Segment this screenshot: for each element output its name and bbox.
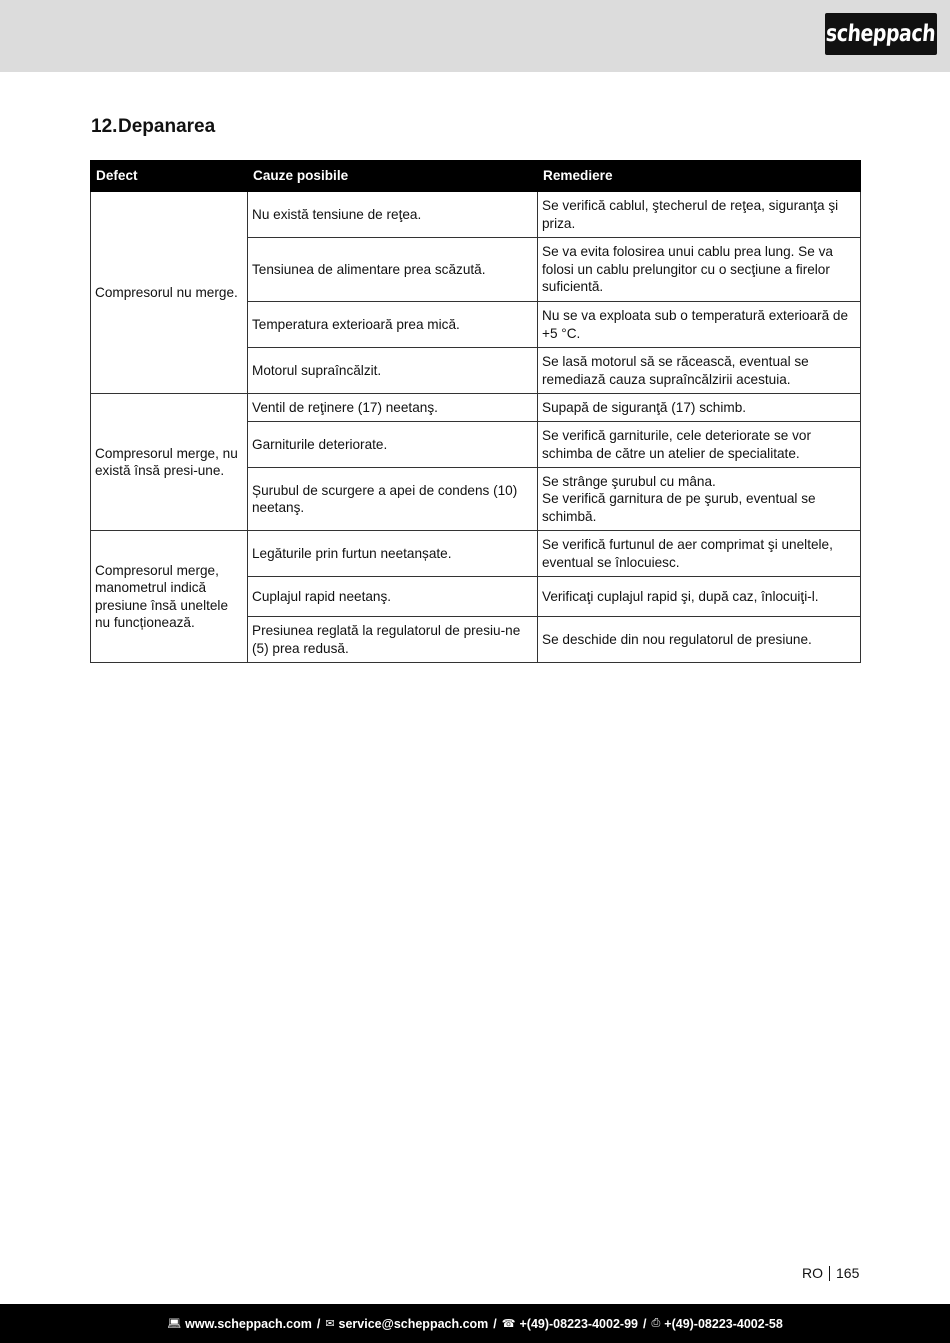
page-number-divider <box>829 1266 830 1281</box>
cause-cell: Temperatura exterioară prea mică. <box>248 302 538 348</box>
footer-fax: +(49)-08223-4002-58 <box>664 1316 783 1331</box>
remedy-cell <box>538 468 861 531</box>
scheppach-logo <box>825 13 937 55</box>
footer-separator: / <box>316 1316 321 1331</box>
cause-cell: Cuplajul rapid neetanş. <box>248 577 538 617</box>
remedy-cell: Nu se va exploata sub o temperatură exterioară de +5 °C. <box>538 302 861 348</box>
footer-separator: / <box>493 1316 497 1331</box>
section-title <box>91 116 215 138</box>
logo-text: scheppach <box>825 21 937 47</box>
table-header-row <box>91 161 861 192</box>
page-number <box>802 1265 859 1281</box>
table-row <box>91 531 861 577</box>
page-language: RO <box>802 1265 823 1281</box>
table-row <box>91 192 861 238</box>
remedy-cell: Se deschide din nou regulatorul de presiune. <box>538 617 861 663</box>
defect-cell: Compresorul nu merge. <box>91 192 248 394</box>
footer-email[interactable]: service@scheppach.com <box>338 1316 489 1331</box>
section-title-text: Depanarea <box>118 116 216 137</box>
cause-cell: Legăturile prin furtun neetanșate. <box>248 531 538 577</box>
remedy-cell: Verificaţi cuplajul rapid şi, după caz, înlocuiţi-l. <box>538 577 861 617</box>
footer-website[interactable]: www.scheppach.com <box>185 1316 312 1331</box>
cause-cell: Nu există tensiune de reţea. <box>248 192 538 238</box>
cause-cell: Tensiunea de alimentare prea scăzută. <box>248 238 538 302</box>
cause-cell: Garniturile deteriorate. <box>248 422 538 468</box>
fax-icon: ⎙ <box>651 1317 661 1329</box>
cause-cell: Presiunea reglată la regulatorul de presiu-ne (5) prea redusă. <box>248 617 538 663</box>
troubleshooting-table <box>90 160 861 663</box>
remedy-line: Se verifică garnitura de pe şurub, eventual se schimbă. <box>542 491 816 524</box>
cause-cell: Motorul supraîncălzit. <box>248 348 538 394</box>
mail-icon: ✉︎ <box>325 1318 335 1330</box>
footer-bar <box>0 1304 950 1343</box>
defect-cell: Compresorul merge, nu există însă presi-une. <box>91 394 248 531</box>
cause-cell: Ventil de reţinere (17) neetanş. <box>248 394 538 422</box>
header-bar <box>0 0 950 72</box>
column-header-causes: Cauze posibile <box>248 161 538 192</box>
column-header-remedy: Remediere <box>538 161 861 192</box>
computer-icon: 💻︎ <box>167 1318 182 1330</box>
defect-cell: Compresorul merge, manometrul indică presiune însă uneltele nu funcționează. <box>91 531 248 663</box>
remedy-line: Se strânge şurubul cu mâna. <box>542 473 716 489</box>
remedy-cell: Se lasă motorul să se răcească, eventual se remediază cauza supraîncălzirii acestuia. <box>538 348 861 394</box>
column-header-defect: Defect <box>91 161 248 192</box>
section-number: 12. <box>91 116 118 137</box>
footer-separator: / <box>642 1316 647 1331</box>
cause-cell: Șurubul de scurgere a apei de condens (10) neetanş. <box>248 468 538 531</box>
remedy-cell: Se verifică furtunul de aer comprimat şi uneltele, eventual se înlocuiesc. <box>538 531 861 577</box>
remedy-cell: Se va evita folosirea unui cablu prea lung. Se va folosi un cablu prelungitor cu o secţiune a firelor suficientă. <box>538 238 861 302</box>
remedy-cell: Se verifică cablul, ştecherul de reţea, siguranţa şi priza. <box>538 192 861 238</box>
phone-icon: ☎ <box>501 1318 516 1330</box>
table-row <box>91 394 861 422</box>
remedy-cell: Se verifică garniturile, cele deteriorate se vor schimba de către un atelier de specialitate. <box>538 422 861 468</box>
remedy-cell: Supapă de siguranţă (17) schimb. <box>538 394 861 422</box>
footer-phone: +(49)-08223-4002-99 <box>519 1316 638 1331</box>
page-number-value: 165 <box>836 1265 860 1281</box>
